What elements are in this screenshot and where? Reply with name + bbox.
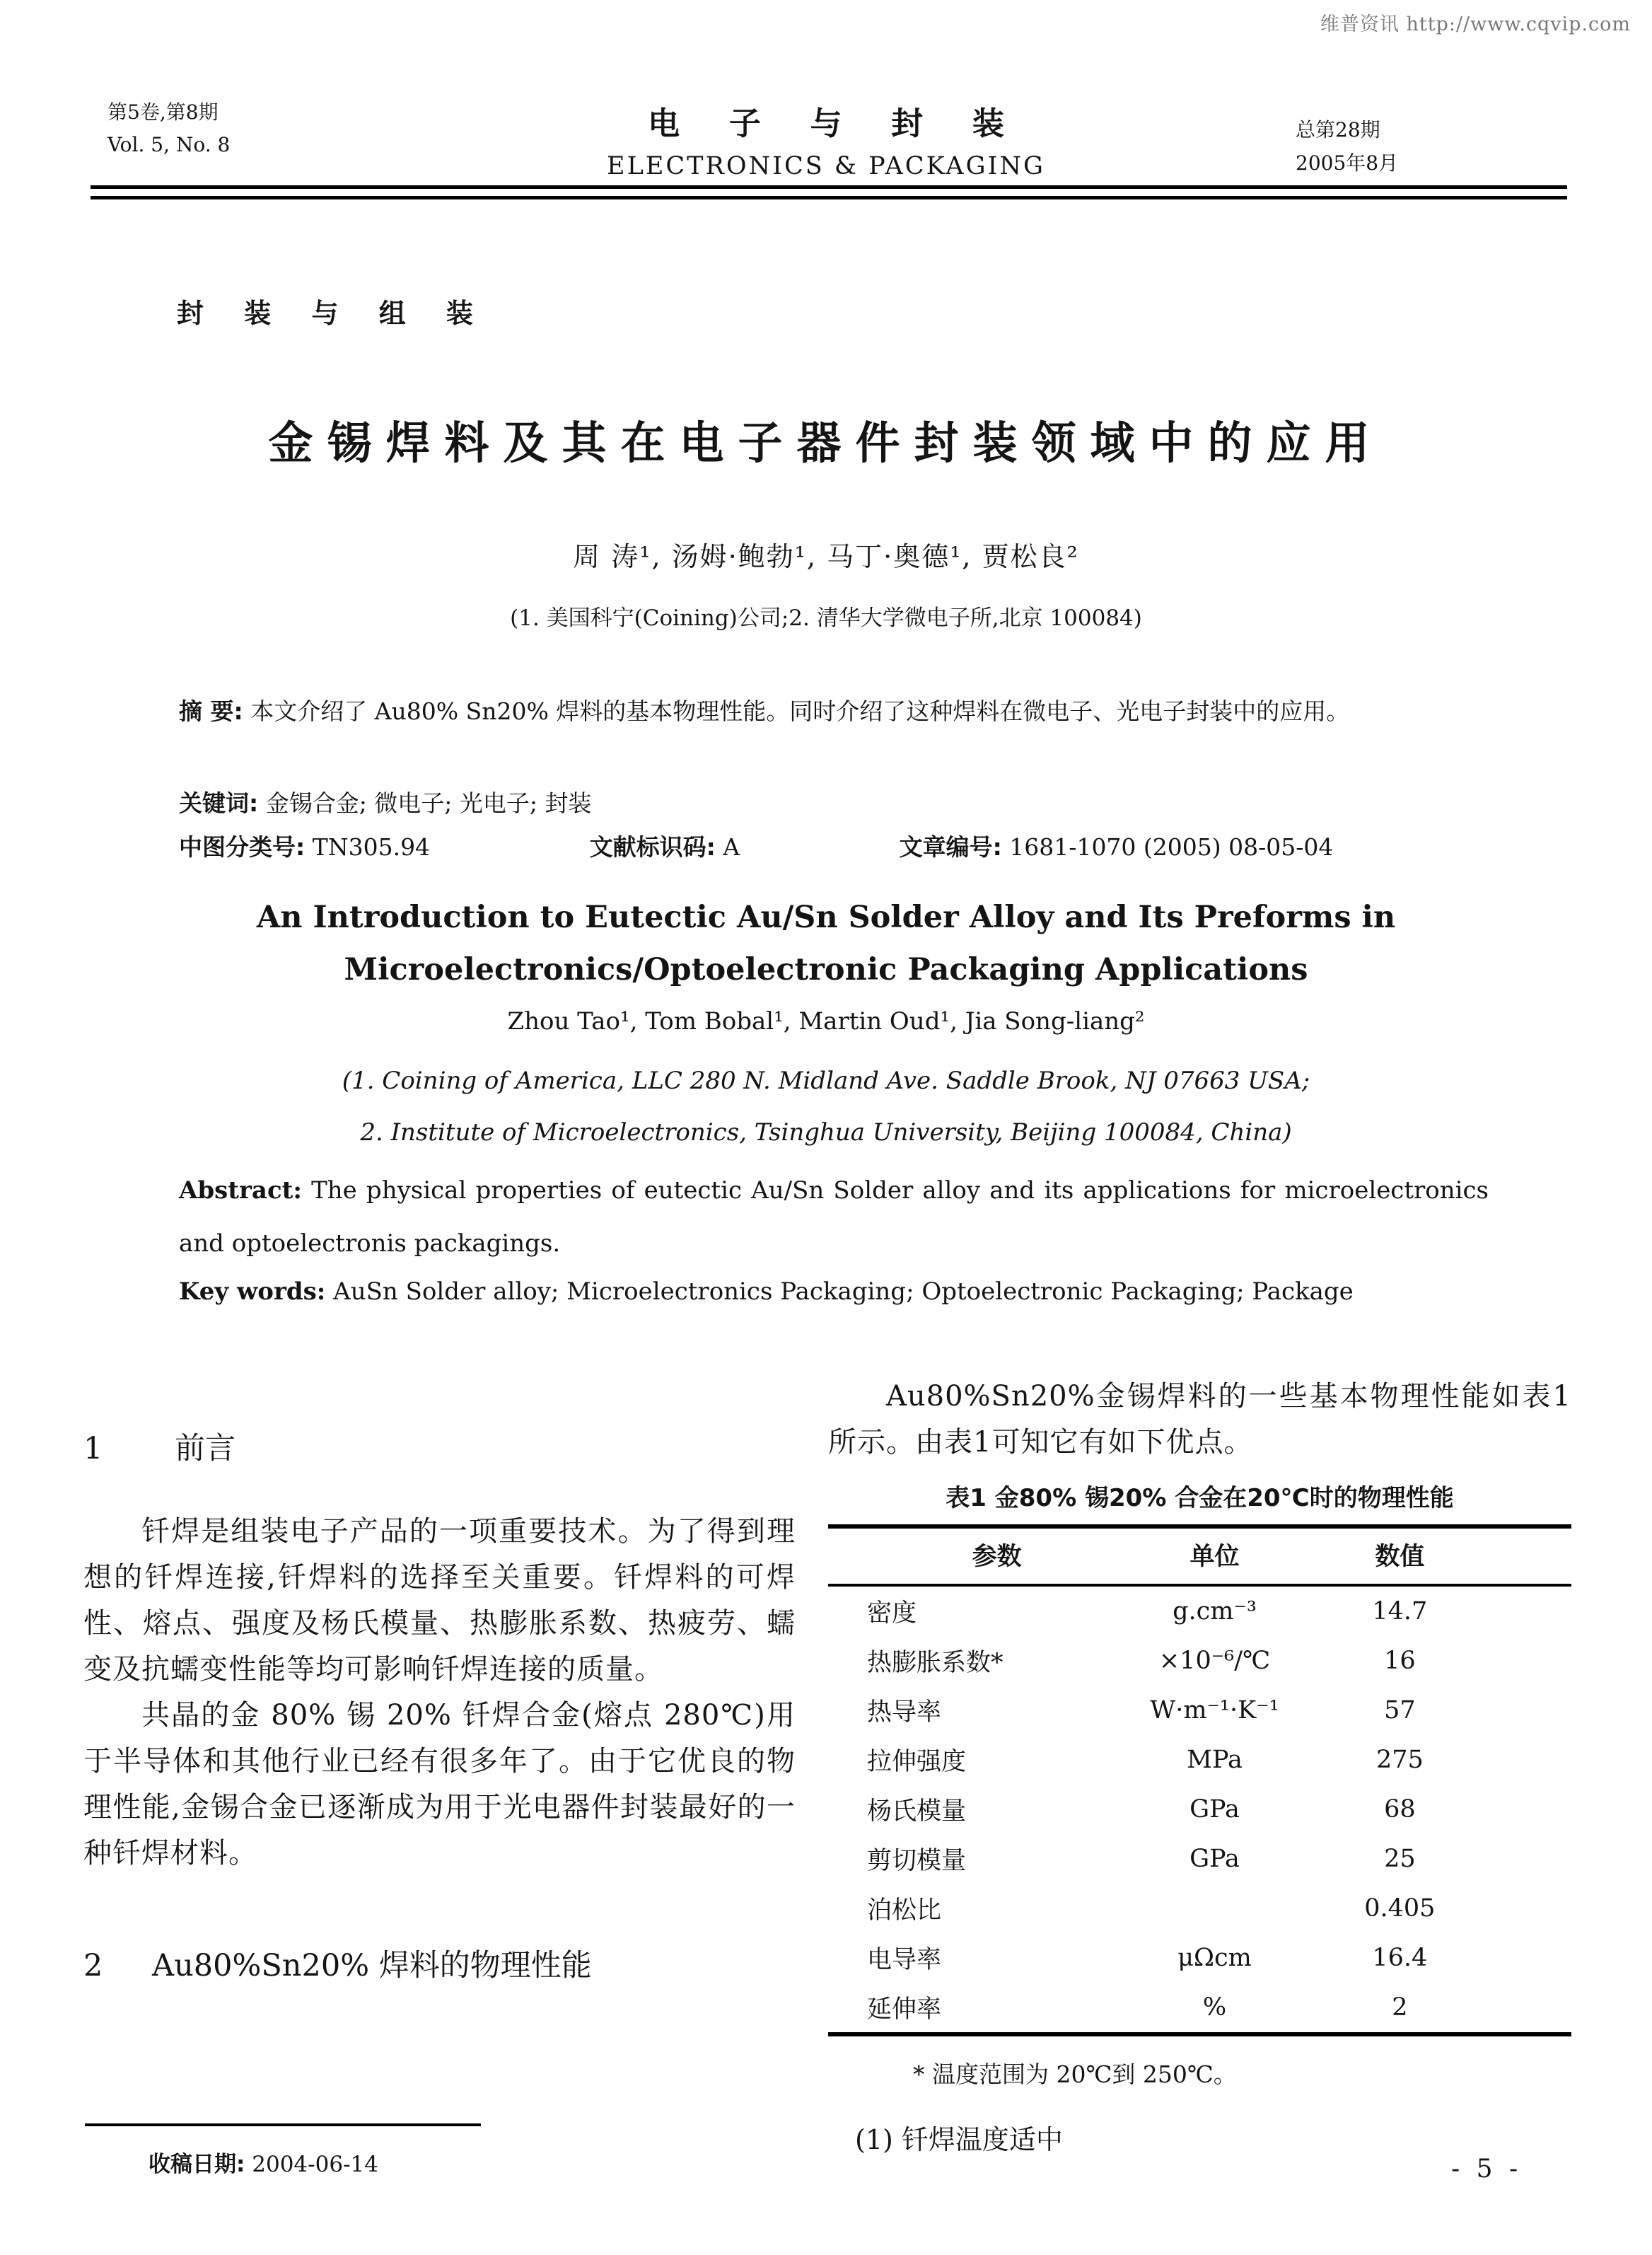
cell-unit: MPa <box>1187 1746 1243 1774</box>
section-2-heading <box>83 1942 796 1985</box>
cell-value: 25 <box>1384 1845 1416 1873</box>
affiliation-en-line2: 2. Institute of Microelectronics, Tsinghua University, Beijing 100084, China) <box>360 1118 1292 1147</box>
article-id-value: 1681-1070 (2005) 08-05-04 <box>1009 833 1334 861</box>
doc-code-value: A <box>723 833 740 861</box>
affiliation-en-line1: (1. Coining of America, LLC 280 N. Midland Ave. Saddle Brook, NJ 07663 USA; <box>342 1067 1310 1095</box>
abstract-text-cn: 本文介绍了 Au80% Sn20% 焊料的基本物理性能。同时介绍了这种焊料在微电子、光电子封装中的应用。 <box>250 697 1350 725</box>
affiliation-cn: (1. 美国科宁(Coining)公司;2. 清华大学微电子所,北京 100084) <box>510 605 1142 631</box>
table-row <box>828 1983 1571 2034</box>
table-row <box>828 1686 1571 1735</box>
cell-unit: g.cm⁻³ <box>1173 1597 1257 1625</box>
table-header-value: 数值 <box>1349 1526 1571 1585</box>
section-banner: 封 装 与 组 装 <box>177 298 489 329</box>
issue-date: 2005年8月 <box>1296 151 1399 175</box>
watermark: 维普资讯 http://www.cqvip.com <box>1320 13 1631 35</box>
header-double-rule <box>91 185 1567 199</box>
cell-value: 57 <box>1384 1696 1416 1724</box>
left-column <box>83 1369 796 2157</box>
cell-param: 密度 <box>867 1599 917 1628</box>
section-2-number: 2 <box>83 1948 103 1983</box>
cell-unit: ×10⁻⁶/℃ <box>1158 1647 1271 1675</box>
abstract-cn <box>179 686 1480 736</box>
abstract-text-en: The physical properties of eutectic Au/Sn Solder alloy and its applications for microelectronics and optoelectronis packagings. <box>179 1176 1489 1258</box>
cell-value: 14.7 <box>1372 1597 1428 1625</box>
cell-unit <box>1081 1884 1348 1933</box>
cell-unit: μΩcm <box>1177 1944 1252 1972</box>
abstract-label-en: Abstract: <box>179 1176 302 1205</box>
table-row <box>828 1933 1571 1983</box>
cell-param: 热导率 <box>867 1698 942 1727</box>
article-title-cn: 金锡焊料及其在电子器件封装领域中的应用 <box>268 417 1384 469</box>
abstract-label-cn: 摘 要: <box>179 697 243 725</box>
keywords-en <box>179 1277 1501 1306</box>
table-row <box>828 1884 1571 1933</box>
table-1-caption: 表1 金80% 锡20% 合金在20℃时的物理性能 <box>946 1484 1454 1512</box>
journal-title-en: ELECTRONICS & PACKAGING <box>607 152 1045 180</box>
abstract-en <box>179 1164 1489 1270</box>
affiliation-en <box>0 1055 1652 1159</box>
section-1-heading <box>83 1425 796 1468</box>
cell-value: 16 <box>1384 1647 1416 1675</box>
section-2-title: Au80%Sn20% 焊料的物理性能 <box>152 1948 592 1983</box>
cell-unit: W·m⁻¹·K⁻¹ <box>1150 1696 1279 1724</box>
cell-param: 杨氏模量 <box>867 1797 967 1826</box>
clc-label: 中图分类号: <box>179 833 306 861</box>
issue-no: 总第28期 <box>1296 118 1380 141</box>
authors-en: Zhou Tao¹, Tom Bobal¹, Martin Oud¹, Jia Song-liang² <box>507 1007 1145 1036</box>
keywords-cn <box>179 785 592 818</box>
advantage-point-1: (1) 钎焊温度适中 <box>855 2124 1063 2155</box>
page-number: - 5 - <box>1451 2155 1523 2184</box>
cell-param: 拉伸强度 <box>867 1748 967 1776</box>
doc-code-label: 文献标识码: <box>589 833 716 861</box>
article-id-label: 文章编号: <box>899 833 1002 861</box>
section-1-number: 1 <box>83 1431 103 1466</box>
table-header-param: 参数 <box>828 1526 1081 1585</box>
keywords-label-cn: 关键词: <box>179 789 259 817</box>
cell-unit: % <box>1202 1993 1227 2022</box>
right-column <box>828 1369 1571 2157</box>
received-label: 收稿日期: <box>149 2152 245 2177</box>
body-columns <box>83 1369 1571 2157</box>
classification-line <box>179 829 1333 862</box>
section-1-paragraph-1: 钎焊是组装电子产品的一项重要技术。为了得到理想的钎焊连接,钎焊料的选择至关重要。钎焊料的可焊性、熔点、强度及杨氏模量、热膨胀系数、热疲劳、蠕变及抗蠕变性能等均可影响钎焊连接的质量。 <box>83 1515 796 1686</box>
cell-unit: GPa <box>1189 1845 1240 1873</box>
keywords-text-en: AuSn Solder alloy; Microelectronics Packaging; Optoelectronic Packaging; Package <box>333 1277 1354 1306</box>
cell-param: 泊松比 <box>867 1896 942 1925</box>
cell-param: 延伸率 <box>867 1995 942 2024</box>
section-1-title: 前言 <box>175 1431 236 1466</box>
received-date-line <box>149 2146 378 2178</box>
header-issue-block <box>1296 113 1398 180</box>
volume-cn: 第5卷,第8期 <box>107 100 219 124</box>
table-row <box>828 1585 1571 1636</box>
table-1 <box>828 1524 1571 2036</box>
cell-value: 2 <box>1392 1993 1408 2022</box>
received-date: 2004-06-14 <box>252 2152 378 2177</box>
cell-value: 0.405 <box>1364 1894 1436 1923</box>
article-title-en <box>0 891 1652 996</box>
volume-en: Vol. 5, No. 8 <box>107 133 231 156</box>
header-journal-title-block <box>0 98 1652 180</box>
table-row <box>828 1636 1571 1686</box>
cell-param: 剪切模量 <box>867 1847 967 1875</box>
title-en-line2: Microelectronics/Optoelectronic Packaging Applications <box>344 952 1308 987</box>
authors-cn: 周 涛¹, 汤姆·鲍勃¹, 马丁·奥德¹, 贾松良² <box>573 541 1079 572</box>
title-en-line1: An Introduction to Eutectic Au/Sn Solder Alloy and Its Preforms in <box>256 900 1396 935</box>
cell-unit: GPa <box>1189 1795 1240 1824</box>
table-row <box>828 1834 1571 1884</box>
clc-value: TN305.94 <box>312 833 431 861</box>
cell-param: 热膨胀系数* <box>867 1649 1004 1677</box>
right-intro-paragraph: Au80%Sn20%金锡焊料的一些基本物理性能如表1所示。由表1可知它有如下优点。 <box>828 1380 1571 1459</box>
table-header-unit: 单位 <box>1081 1526 1348 1585</box>
cell-value: 68 <box>1384 1795 1416 1824</box>
table-header-row <box>828 1526 1571 1585</box>
keywords-text-cn: 金锡合金; 微电子; 光电子; 封装 <box>265 789 592 817</box>
cell-value: 275 <box>1375 1746 1424 1774</box>
cell-value: 16.4 <box>1372 1944 1428 1972</box>
footer-rule <box>85 2123 481 2126</box>
table-row <box>828 1735 1571 1785</box>
section-1-paragraph-2: 共晶的金 80% 锡 20% 钎焊合金(熔点 280℃)用于半导体和其他行业已经有很多年了。由于它优良的物理性能,金锡合金已逐渐成为用于光电器件封装最好的一种钎焊材料。 <box>83 1699 796 1869</box>
journal-title-cn: 电 子 与 封 装 <box>648 105 1023 142</box>
cell-param: 电导率 <box>867 1946 942 1974</box>
table-footnote: * 温度范围为 20℃到 250℃。 <box>913 2060 1237 2088</box>
keywords-label-en: Key words: <box>179 1277 326 1306</box>
table-row <box>828 1785 1571 1834</box>
